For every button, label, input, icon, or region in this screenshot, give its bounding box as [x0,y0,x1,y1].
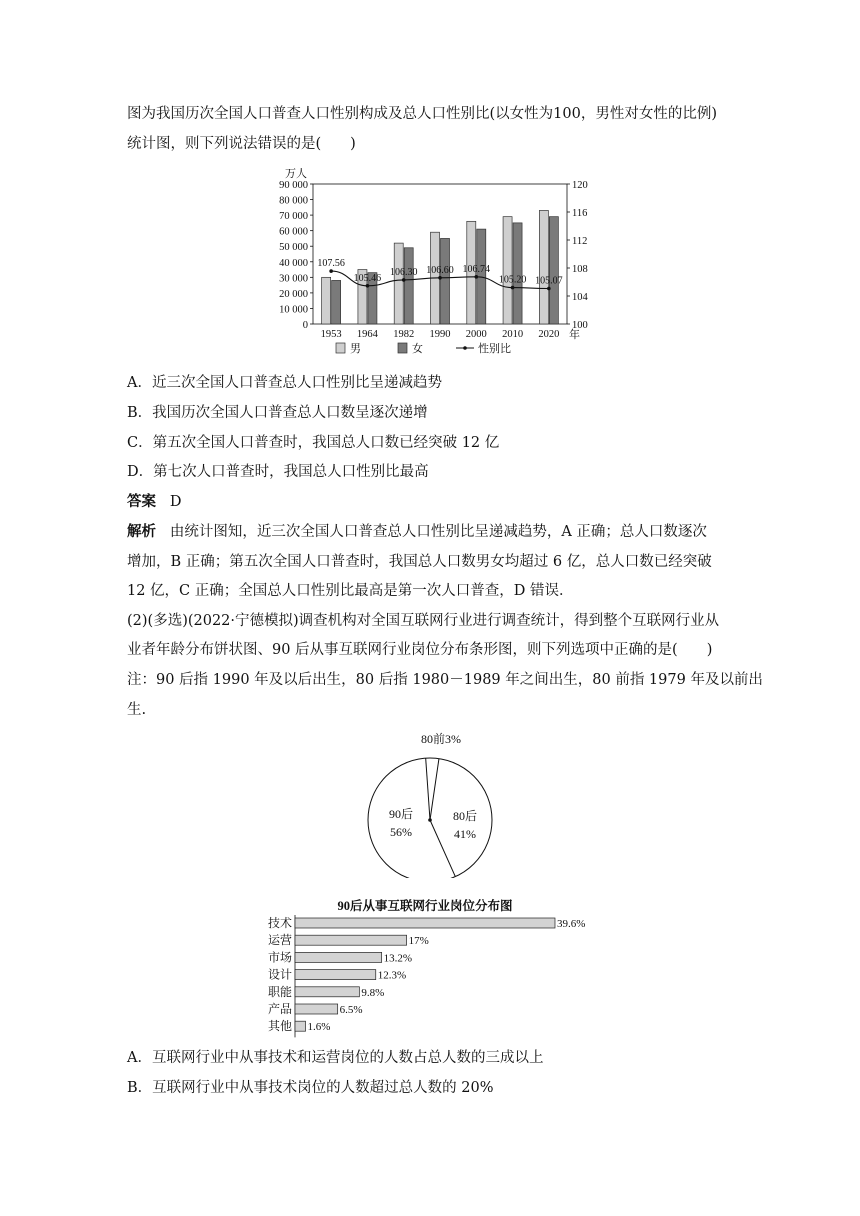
legend-female-label: 女 [412,342,423,355]
hbar-bar [295,987,359,997]
hbar-value-label: 12.3% [377,969,407,982]
plot-frame [313,184,567,324]
hbar-value-label: 39.6% [557,918,586,930]
bar-male [394,243,403,324]
right-tick-label: 108 [572,264,588,275]
option-1-a: A．近三次全国人口普查总人口性别比呈递减趋势 [127,375,442,391]
pie-label-90s-name: 90后 [388,807,414,821]
hbar-bar [295,918,555,928]
left-tick-label: 0 [302,320,308,331]
sex-ratio-label: 105.20 [498,274,527,286]
sex-ratio-point [329,269,333,273]
legend-ratio-point [463,346,467,350]
legend-male-swatch [336,343,345,353]
hbar-category-label: 运营 [267,933,292,948]
question-2-line-4: 生. [127,702,147,718]
analysis-line-1: 由统计图知，近三次全国人口普查总人口性别比呈递减趋势，A 正确；总人口数逐次 [169,524,707,540]
legend-female-swatch [398,343,407,353]
question-intro-line-2: 统计图，则下列说法错误的是( ) [127,136,356,152]
legend-ratio-label: 性别比 [478,342,511,355]
sex-ratio-point [366,284,370,288]
left-tick-label: 80 000 [279,195,308,207]
sex-ratio-label: 105.07 [535,275,563,287]
bar-female [404,248,413,324]
sex-ratio-label: 106.30 [389,266,418,278]
bar-male [539,210,548,324]
census-chart [260,160,600,365]
sex-ratio-point [438,276,442,280]
hbar-category-label: 职能 [267,984,292,999]
pie-label-90s-pct: 56% [390,825,412,839]
right-tick-label: 120 [572,180,588,191]
pie-label-pre80: 80前3% [421,732,461,746]
left-tick-label: 10 000 [279,304,308,316]
left-tick-label: 50 000 [279,242,308,254]
sex-ratio-label: 106.74 [462,263,491,275]
hbar-bar [295,935,407,945]
question-2-line-3: 注：90 后指 1990 年及以后出生，80 后指 1980－1989 年之间出生，80 前指 1979 年及以前出 [127,672,763,688]
analysis-label: 解析 [127,524,156,540]
sex-ratio-label: 107.56 [317,258,345,270]
legend-male-label: 男 [350,342,361,355]
left-axis-unit: 万人 [285,167,307,180]
hbar-value-label: 13.2% [383,952,413,965]
x-tick-label: 2000 [465,329,487,340]
age-pie-chart [355,728,515,878]
hbar-value-label: 9.8% [361,986,385,999]
left-tick-label: 70 000 [279,211,308,223]
left-tick-label: 60 000 [279,226,308,238]
hbar-bar [295,1021,306,1031]
hbar-category-label: 其他 [267,1019,292,1034]
left-tick-label: 40 000 [279,257,308,269]
right-tick-label: 116 [572,208,588,219]
bar-female [441,238,450,324]
hbar-value-label: 1.6% [307,1021,331,1034]
hbar-title: 90后从事互联网行业岗位分布图 [337,899,513,913]
bar-female [332,280,341,324]
pie-center [428,818,432,822]
left-tick-label: 30 000 [279,273,308,285]
answer-value: D [169,494,182,510]
hbar-category-label: 产品 [267,1002,292,1016]
right-axis-unit: 年 [569,328,580,341]
hbar-bar [295,952,382,962]
hbar-category-label: 市场 [267,950,292,965]
option-1-c: C．第五次全国人口普查时，我国总人口数已经突破 12 亿 [127,435,500,451]
job-distribution-chart [255,896,615,1041]
option-1-b: B．我国历次全国人口普查总人口数呈逐次递增 [127,405,428,421]
answer-label: 答案 [127,494,156,510]
analysis-line-3: 12 亿，C 正确；全国总人口性别比最高是第一次人口普查，D 错误． [127,583,574,599]
analysis-row-1 [127,522,707,542]
bar-male [322,277,331,324]
x-tick-label: 2010 [502,329,524,340]
sex-ratio-point [474,275,478,279]
hbar-bar [295,1004,338,1014]
right-tick-label: 100 [572,320,588,331]
bar-female [549,217,558,324]
option-2-b: B．互联网行业中从事技术岗位的人数超过总人数的 20% [127,1080,494,1096]
x-tick-label: 2020 [538,329,560,340]
option-2-a: A．互联网行业中从事技术和运营岗位的人数占总人数的三成以上 [127,1050,544,1066]
pie-label-80s-name: 80后 [452,809,478,823]
question-2-line-1: (2)(多选)(2022·宁德模拟)调查机构对全国互联网行业进行调查统计，得到整个互联网行业从 [127,613,720,629]
question-intro-line-1: 图为我国历次全国人口普查人口性别构成及总人口性别比(以女性为100，男性对女性的比例) [127,106,717,122]
pie-label-80s-pct: 41% [454,827,476,841]
option-1-d: D．第七次人口普查时，我国总人口性别比最高 [127,464,429,480]
sex-ratio-point [402,278,406,282]
hbar-value-label: 17% [408,935,429,948]
x-tick-label: 1982 [393,329,415,340]
sex-ratio-point [547,287,551,291]
x-tick-label: 1964 [356,329,378,340]
sex-ratio-label: 106.60 [426,264,454,276]
analysis-line-2: 增加，B 正确；第五次全国人口普查时，我国总人口数男女均超过 6 亿，总人口数已经突破 [127,554,712,570]
bar-female [513,223,522,324]
left-tick-label: 90 000 [279,180,308,191]
question-2-line-2: 业者年龄分布饼状图、90 后从事互联网行业岗位分布条形图，则下列选项中正确的是( ) [127,642,713,658]
hbar-category-label: 技术 [267,916,292,930]
right-tick-label: 112 [572,236,588,247]
x-tick-label: 1953 [320,329,342,340]
hbar-bar [295,970,376,980]
bar-male [503,217,512,324]
hbar-value-label: 6.5% [339,1004,363,1016]
left-tick-label: 20 000 [279,288,308,300]
answer-row [127,492,181,512]
x-tick-label: 1990 [429,329,451,340]
sex-ratio-point [511,286,515,290]
right-tick-label: 104 [572,292,588,303]
hbar-category-label: 设计 [267,967,292,982]
sex-ratio-label: 105.46 [353,272,382,284]
